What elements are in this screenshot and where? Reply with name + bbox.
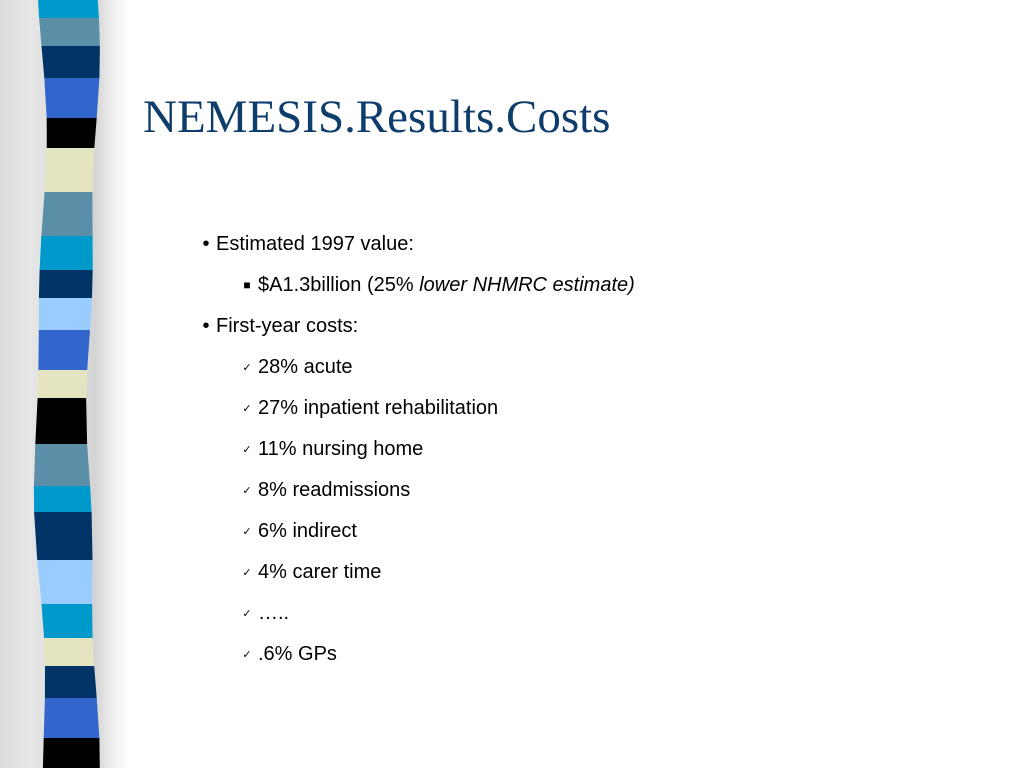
bullet-text: First-year costs:	[216, 315, 359, 337]
check-item	[236, 642, 337, 667]
sub-bullet-italic-text: lower NHMRC estimate)	[419, 274, 635, 296]
check-item	[236, 478, 410, 503]
check-item	[236, 355, 353, 380]
check-text: 11% nursing home	[258, 438, 424, 460]
checkmark-icon: ✓	[242, 361, 252, 374]
checkmark-icon: ✓	[242, 566, 252, 579]
checkmark-icon: ✓	[242, 443, 252, 456]
check-text: .6% GPs	[258, 643, 337, 665]
check-text: 28% acute	[258, 356, 353, 378]
check-text: 4% carer time	[258, 561, 382, 583]
checkmark-icon: ✓	[242, 607, 252, 620]
check-item	[236, 601, 289, 626]
bullet-icon: •	[202, 315, 210, 337]
check-text: …..	[258, 602, 290, 624]
square-bullet-icon: ■	[243, 278, 251, 292]
check-text: 6% indirect	[258, 520, 357, 542]
sub-bullet-item	[236, 273, 635, 297]
bullet-text: Estimated 1997 value:	[216, 233, 414, 255]
check-item	[236, 437, 423, 462]
check-item	[236, 519, 357, 544]
checkmark-icon: ✓	[242, 525, 252, 538]
checkmark-icon: ✓	[242, 402, 252, 415]
checkmark-icon: ✓	[242, 648, 252, 661]
check-item	[236, 560, 381, 585]
checkmark-icon: ✓	[242, 484, 252, 497]
check-text: 8% readmissions	[258, 479, 411, 501]
bullet-icon: •	[202, 233, 210, 255]
check-item	[236, 396, 498, 421]
bullet-item	[196, 232, 414, 256]
slide-title: NEMESIS.Results.Costs	[143, 91, 611, 143]
sub-bullet-text: $A1.3billion (25%	[258, 274, 420, 296]
check-text: 27% inpatient rehabilitation	[258, 397, 499, 419]
bullet-item	[196, 314, 358, 338]
